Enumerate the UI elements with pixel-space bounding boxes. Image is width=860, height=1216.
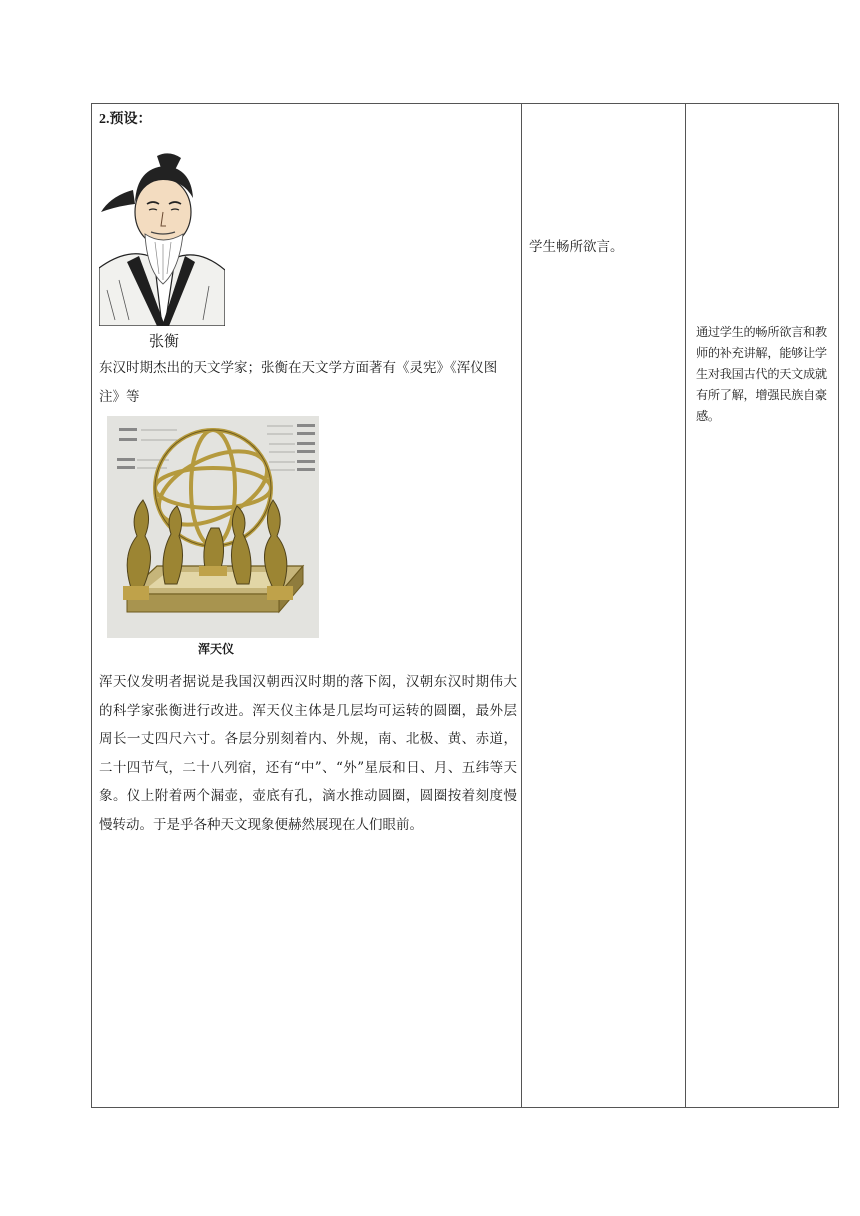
zhang-heng-portrait [99, 150, 225, 326]
teaching-content-cell [99, 108, 517, 833]
armillary-description: 浑天仪发明者据说是我国汉朝西汉时期的落下闳，汉朝东汉时期伟大的科学家张衡进行改进。浑天仪主体是几层均可运转的圆圈，最外层周长一丈四尺六寸。各层分别刻着内、外规，南、北极、黄、赤道，二十四节气，二十八列宿，还有“中”、“外”星辰和日、月、五纬等天象。仪上附着两个漏壶，壶底有孔，滴水推动圆圈，圆圈按着刻度慢慢转动。于是乎各种天文现象便赫然展现在人们眼前。 [99, 674, 517, 833]
portrait-caption: 张衡 [149, 332, 180, 350]
lesson-table [91, 103, 839, 1108]
section-heading: 2.预设： [99, 112, 152, 127]
design-intent-cell: 通过学生的畅所欲言和教师的补充讲解，能够让学生对我国古代的天文成就有所了解，增强民族自豪感。 [696, 325, 827, 423]
column-divider [685, 104, 686, 1107]
column-divider [521, 104, 522, 1107]
armillary-sphere-image [107, 416, 319, 638]
zhang-heng-intro: 东汉时期杰出的天文学家；张衡在天文学方面著有《灵宪》《浑仪图注》等 [99, 360, 498, 405]
armillary-caption: 浑天仪 [198, 642, 235, 656]
student-activity-cell: 学生畅所欲言。 [529, 239, 624, 255]
